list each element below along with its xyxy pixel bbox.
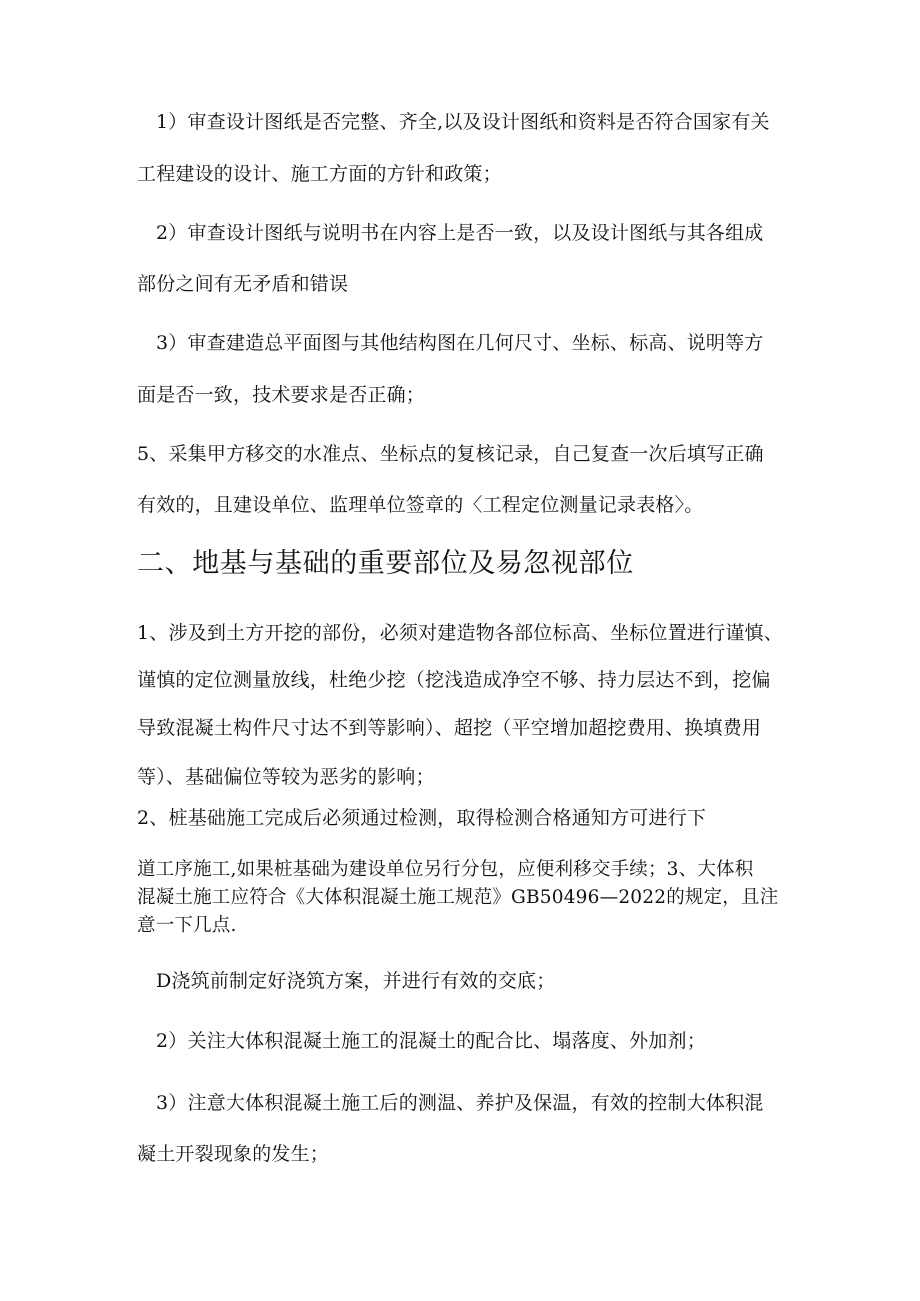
- paragraph-line: 工程建设的设计、施工方面的方针和政策；: [137, 163, 502, 185]
- paragraph-line: 部份之间有无矛盾和错误: [137, 273, 349, 295]
- section-heading: 二、地基与基础的重要部位及易忽视部位: [137, 548, 634, 579]
- paragraph-line: 2）关注大体积混凝土施工的混凝土的配合比、塌落度、外加剂；: [156, 1030, 706, 1052]
- paragraph-line: 道工序施工,如果桩基础为建设单位另行分包，应便利移交手续；3、大体积: [137, 859, 754, 880]
- paragraph-line: 凝土开裂现象的发生；: [137, 1143, 330, 1165]
- paragraph-line: 1、涉及到土方开挖的部份，必须对建造物各部位标高、坐标位置进行谨慎、: [137, 622, 783, 644]
- paragraph-line: 2、桩基础施工完成后必须通过检测，取得检测合格通知方可进行下: [137, 807, 707, 829]
- paragraph-line: 混凝土施工应符合《大体积混凝土施工规范》GB50496—2022的规定，且注: [137, 887, 779, 908]
- paragraph-line: 有效的，且建设单位、监理单位签章的〈工程定位测量记录表格〉。: [137, 494, 704, 516]
- paragraph-line: 2）审查设计图纸与说明书在内容上是否一致，以及设计图纸与其各组成: [156, 222, 764, 244]
- paragraph-line: 1）审查设计图纸是否完整、齐全,以及设计图纸和资料是否符合国家有关: [156, 111, 770, 133]
- paragraph-line: 面是否一致，技术要求是否正确；: [137, 384, 426, 406]
- paragraph-line: 导致混凝土构件尺寸达不到等影响）、超挖（平空增加超挖费用、换填费用: [137, 717, 762, 739]
- paragraph-line: 谨慎的定位测量放线，杜绝少挖（挖浅造成净空不够、持力层达不到，挖偏: [137, 669, 771, 691]
- paragraph-line: 意一下几点.: [137, 915, 237, 936]
- paragraph-line: 等）、基础偏位等较为恶劣的影响；: [137, 766, 435, 788]
- paragraph-line: 5、采集甲方移交的水准点、坐标点的复核记录，自己复查一次后填写正确: [137, 443, 764, 465]
- paragraph-line: 3）注意大体积混凝土施工后的测温、养护及保温，有效的控制大体积混: [156, 1092, 764, 1114]
- paragraph-line: D浇筑前制定好浇筑方案，并进行有效的交底；: [156, 970, 556, 992]
- paragraph-line: 3）审查建造总平面图与其他结构图在几何尺寸、坐标、标高、说明等方: [156, 332, 764, 354]
